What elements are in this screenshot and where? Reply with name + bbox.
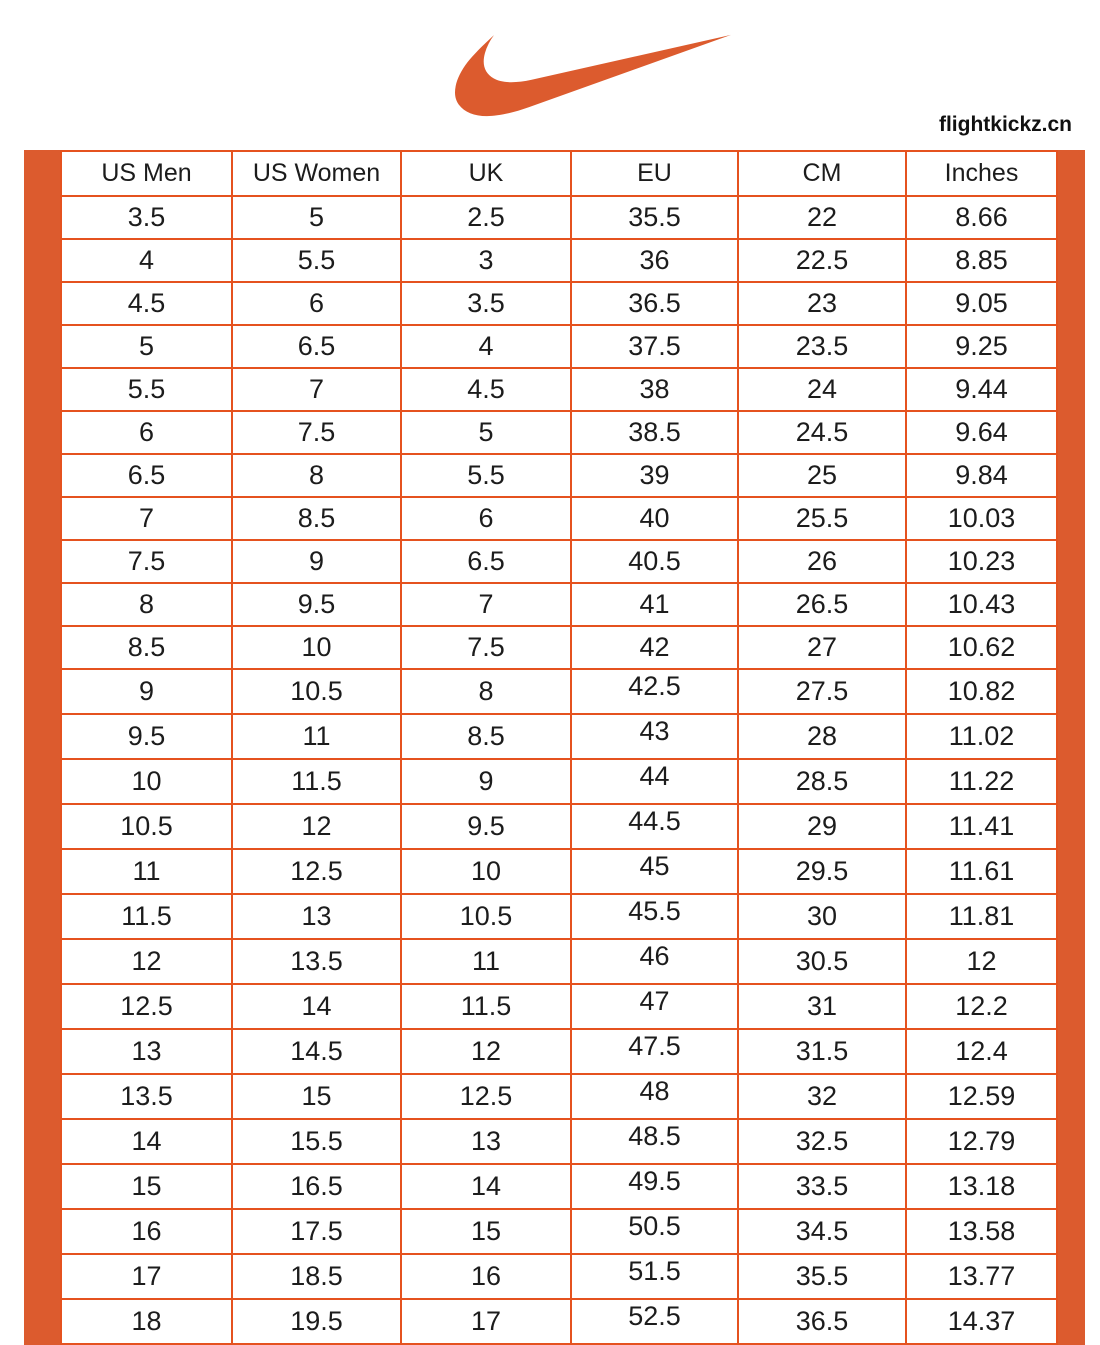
size-cell: 41 [571,583,738,626]
size-row [61,1209,1057,1254]
size-row [61,1119,1057,1164]
size-cell: 49.5 [571,1164,738,1209]
size-cell: 16.5 [232,1164,401,1209]
size-cell: 5.5 [61,368,232,411]
size-cell: 7 [61,497,232,540]
column-header: EU [571,151,738,196]
size-cell: 4 [61,239,232,282]
size-row [61,1164,1057,1209]
size-cell: 36.5 [738,1299,906,1344]
size-row [61,1029,1057,1074]
size-cell: 12 [401,1029,571,1074]
size-table [60,150,1058,1345]
column-header: US Women [232,151,401,196]
nike-swoosh-icon [455,30,731,118]
size-cell: 40 [571,497,738,540]
size-cell: 47 [571,984,738,1029]
size-cell: 9 [232,540,401,583]
size-cell: 32 [738,1074,906,1119]
size-cell: 26 [738,540,906,583]
column-header: Inches [906,151,1057,196]
size-row [61,540,1057,583]
size-cell: 24 [738,368,906,411]
size-cell: 19.5 [232,1299,401,1344]
size-cell: 9.5 [232,583,401,626]
size-cell: 10.23 [906,540,1057,583]
size-cell: 9.25 [906,325,1057,368]
size-cell: 5 [61,325,232,368]
size-cell: 12.5 [61,984,232,1029]
size-cell: 42 [571,626,738,669]
size-cell: 44.5 [571,804,738,849]
size-cell: 10 [232,626,401,669]
size-cell: 44 [571,759,738,804]
size-cell: 18 [61,1299,232,1344]
size-cell: 10.5 [401,894,571,939]
size-cell: 37.5 [571,325,738,368]
size-cell: 8 [232,454,401,497]
left-accent-bar [24,150,60,1345]
size-cell: 9.44 [906,368,1057,411]
size-cell: 10.03 [906,497,1057,540]
size-cell: 29 [738,804,906,849]
size-cell: 43 [571,714,738,759]
size-row [61,626,1057,669]
size-cell: 27 [738,626,906,669]
size-cell: 10.82 [906,669,1057,714]
size-cell: 15 [401,1209,571,1254]
size-cell: 33.5 [738,1164,906,1209]
size-cell: 30.5 [738,939,906,984]
size-row [61,984,1057,1029]
size-cell: 51.5 [571,1254,738,1299]
size-cell: 45.5 [571,894,738,939]
size-cell: 12.4 [906,1029,1057,1074]
size-cell: 14 [61,1119,232,1164]
size-cell: 5 [232,196,401,239]
size-cell: 14.37 [906,1299,1057,1344]
size-cell: 16 [401,1254,571,1299]
size-cell: 36.5 [571,282,738,325]
size-cell: 7 [401,583,571,626]
size-cell: 52.5 [571,1299,738,1344]
size-cell: 8.5 [232,497,401,540]
size-cell: 17.5 [232,1209,401,1254]
size-cell: 24.5 [738,411,906,454]
size-cell: 6.5 [232,325,401,368]
size-cell: 4.5 [61,282,232,325]
size-cell: 27.5 [738,669,906,714]
size-cell: 25.5 [738,497,906,540]
size-cell: 15.5 [232,1119,401,1164]
size-cell: 12 [232,804,401,849]
brand-site-label: flightkickz.cn [938,113,1072,136]
size-cell: 11 [232,714,401,759]
size-cell: 11.22 [906,759,1057,804]
size-cell: 11 [401,939,571,984]
column-header: UK [401,151,571,196]
size-cell: 38 [571,368,738,411]
size-row [61,196,1057,239]
size-cell: 47.5 [571,1029,738,1074]
size-cell: 7.5 [61,540,232,583]
size-cell: 7.5 [401,626,571,669]
size-cell: 48 [571,1074,738,1119]
size-cell: 7 [232,368,401,411]
size-cell: 17 [61,1254,232,1299]
size-cell: 3 [401,239,571,282]
size-cell: 15 [232,1074,401,1119]
size-cell: 11.81 [906,894,1057,939]
size-cell: 13 [401,1119,571,1164]
size-cell: 40.5 [571,540,738,583]
size-cell: 15 [61,1164,232,1209]
size-cell: 5.5 [401,454,571,497]
size-cell: 14 [401,1164,571,1209]
size-cell: 6 [232,282,401,325]
size-cell: 28.5 [738,759,906,804]
column-header: US Men [61,151,232,196]
size-cell: 13.5 [61,1074,232,1119]
size-row [61,714,1057,759]
size-row [61,759,1057,804]
size-cell: 48.5 [571,1119,738,1164]
size-row [61,583,1057,626]
size-cell: 11.5 [232,759,401,804]
size-cell: 25 [738,454,906,497]
right-accent-bar [1058,150,1085,1345]
size-cell: 11 [61,849,232,894]
size-cell: 12 [61,939,232,984]
size-cell: 11.61 [906,849,1057,894]
size-row [61,894,1057,939]
size-cell: 50.5 [571,1209,738,1254]
size-cell: 5.5 [232,239,401,282]
size-cell: 9.5 [401,804,571,849]
size-cell: 7.5 [232,411,401,454]
size-cell: 8.66 [906,196,1057,239]
size-cell: 31 [738,984,906,1029]
size-cell: 23.5 [738,325,906,368]
size-cell: 12.79 [906,1119,1057,1164]
size-cell: 13.18 [906,1164,1057,1209]
size-cell: 13.5 [232,939,401,984]
size-cell: 31.5 [738,1029,906,1074]
size-cell: 9 [61,669,232,714]
size-cell: 8.5 [401,714,571,759]
size-cell: 36 [571,239,738,282]
size-cell: 12 [906,939,1057,984]
size-cell: 9.05 [906,282,1057,325]
size-cell: 42.5 [571,669,738,714]
size-row [61,1074,1057,1119]
size-cell: 10.5 [61,804,232,849]
size-cell: 3.5 [61,196,232,239]
size-cell: 34.5 [738,1209,906,1254]
column-header: CM [738,151,906,196]
size-cell: 14 [232,984,401,1029]
size-cell: 35.5 [571,196,738,239]
size-cell: 16 [61,1209,232,1254]
size-cell: 22 [738,196,906,239]
size-cell: 11.5 [401,984,571,1029]
size-cell: 28 [738,714,906,759]
size-cell: 8 [61,583,232,626]
size-cell: 23 [738,282,906,325]
size-cell: 4.5 [401,368,571,411]
size-chart [24,150,1085,1345]
size-cell: 10 [61,759,232,804]
size-cell: 8.5 [61,626,232,669]
size-row [61,368,1057,411]
size-cell: 3.5 [401,282,571,325]
size-cell: 10.43 [906,583,1057,626]
size-cell: 10.5 [232,669,401,714]
size-row [61,849,1057,894]
size-row [61,497,1057,540]
size-row [61,804,1057,849]
size-cell: 13.58 [906,1209,1057,1254]
size-cell: 17 [401,1299,571,1344]
size-cell: 10 [401,849,571,894]
size-cell: 11.5 [61,894,232,939]
size-cell: 6.5 [401,540,571,583]
size-cell: 11.41 [906,804,1057,849]
size-cell: 12.5 [232,849,401,894]
size-cell: 12.59 [906,1074,1057,1119]
size-cell: 35.5 [738,1254,906,1299]
size-cell: 13 [232,894,401,939]
size-cell: 9 [401,759,571,804]
header-row [61,151,1057,196]
size-cell: 9.64 [906,411,1057,454]
size-row [61,454,1057,497]
size-cell: 6 [401,497,571,540]
size-cell: 8 [401,669,571,714]
size-cell: 6.5 [61,454,232,497]
size-cell: 14.5 [232,1029,401,1074]
size-cell: 12.5 [401,1074,571,1119]
size-row [61,325,1057,368]
size-cell: 13 [61,1029,232,1074]
size-row [61,939,1057,984]
size-cell: 12.2 [906,984,1057,1029]
size-cell: 18.5 [232,1254,401,1299]
size-row [61,282,1057,325]
size-cell: 8.85 [906,239,1057,282]
size-row [61,411,1057,454]
size-cell: 26.5 [738,583,906,626]
size-cell: 4 [401,325,571,368]
size-cell: 29.5 [738,849,906,894]
size-cell: 10.62 [906,626,1057,669]
size-cell: 9.84 [906,454,1057,497]
size-cell: 39 [571,454,738,497]
size-row [61,1254,1057,1299]
size-row [61,239,1057,282]
size-cell: 11.02 [906,714,1057,759]
size-cell: 5 [401,411,571,454]
size-cell: 45 [571,849,738,894]
size-cell: 32.5 [738,1119,906,1164]
size-cell: 6 [61,411,232,454]
size-cell: 2.5 [401,196,571,239]
size-row [61,669,1057,714]
size-cell: 46 [571,939,738,984]
size-cell: 13.77 [906,1254,1057,1299]
size-cell: 38.5 [571,411,738,454]
size-cell: 22.5 [738,239,906,282]
size-cell: 9.5 [61,714,232,759]
size-cell: 30 [738,894,906,939]
size-row [61,1299,1057,1344]
